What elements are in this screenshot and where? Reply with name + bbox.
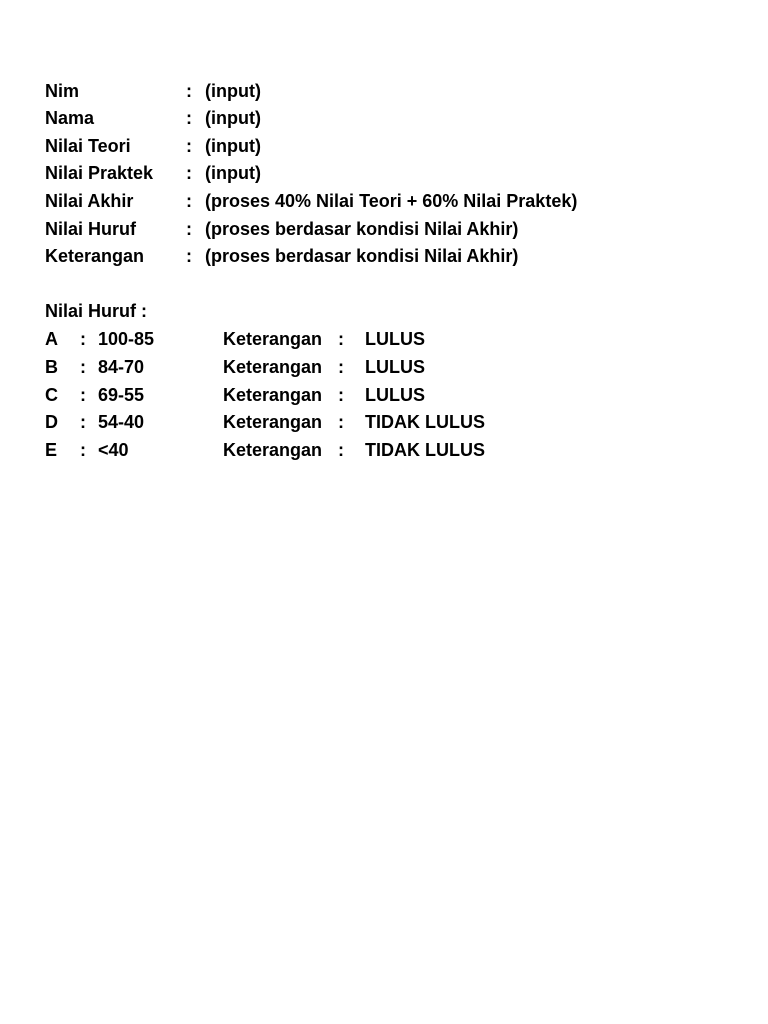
field-label: Nilai Teori xyxy=(45,136,131,156)
field-label: Nim xyxy=(45,81,80,101)
field-value: (input) xyxy=(205,136,261,156)
field-colon: : xyxy=(186,163,192,183)
field-colon: : xyxy=(186,136,192,156)
field-value: (input) xyxy=(205,163,261,183)
field-label: Nilai Praktek xyxy=(45,163,154,183)
field-value: (input) xyxy=(205,81,261,101)
grade-status: LULUS xyxy=(365,357,425,377)
grade-range: 54-40 xyxy=(98,412,145,432)
section-heading: Nilai Huruf : xyxy=(45,301,147,321)
field-label: Keterangan xyxy=(45,246,145,266)
field-value: (proses berdasar kondisi Nilai Akhir) xyxy=(205,246,519,266)
field-label: Nilai Huruf xyxy=(45,219,137,239)
keterangan-label: Keterangan xyxy=(223,440,323,460)
grade-colon: : xyxy=(80,357,86,377)
grade-status: LULUS xyxy=(365,329,425,349)
field-label: Nama xyxy=(45,108,95,128)
field-colon: : xyxy=(186,219,192,239)
field-colon: : xyxy=(186,108,192,128)
field-colon: : xyxy=(186,81,192,101)
keterangan-label: Keterangan xyxy=(223,329,323,349)
keterangan-label: Keterangan xyxy=(223,412,323,432)
grade-letter: A xyxy=(45,329,58,349)
grade-letter: C xyxy=(45,385,58,405)
keterangan-colon: : xyxy=(338,440,344,460)
field-label: Nilai Akhir xyxy=(45,191,134,211)
grade-colon: : xyxy=(80,440,86,460)
keterangan-colon: : xyxy=(338,412,344,432)
field-value: (proses 40% Nilai Teori + 60% Nilai Praktek) xyxy=(205,191,578,211)
grade-letter: E xyxy=(45,440,58,460)
grade-status: LULUS xyxy=(365,385,425,405)
keterangan-label: Keterangan xyxy=(223,385,323,405)
keterangan-colon: : xyxy=(338,329,344,349)
field-colon: : xyxy=(186,191,192,211)
grade-colon: : xyxy=(80,412,86,432)
grade-colon: : xyxy=(80,385,86,405)
field-value: (proses berdasar kondisi Nilai Akhir) xyxy=(205,219,519,239)
grade-range: 69-55 xyxy=(98,385,145,405)
grade-colon: : xyxy=(80,329,86,349)
grade-status: TIDAK LULUS xyxy=(365,440,485,460)
keterangan-label: Keterangan xyxy=(223,357,323,377)
grade-range: 84-70 xyxy=(98,357,145,377)
field-colon: : xyxy=(186,246,192,266)
keterangan-colon: : xyxy=(338,357,344,377)
grade-range: 100-85 xyxy=(98,329,155,349)
grade-letter: B xyxy=(45,357,58,377)
grade-status: TIDAK LULUS xyxy=(365,412,485,432)
grade-range: <40 xyxy=(98,440,129,460)
grade-letter: D xyxy=(45,412,58,432)
keterangan-colon: : xyxy=(338,385,344,405)
field-value: (input) xyxy=(205,108,261,128)
